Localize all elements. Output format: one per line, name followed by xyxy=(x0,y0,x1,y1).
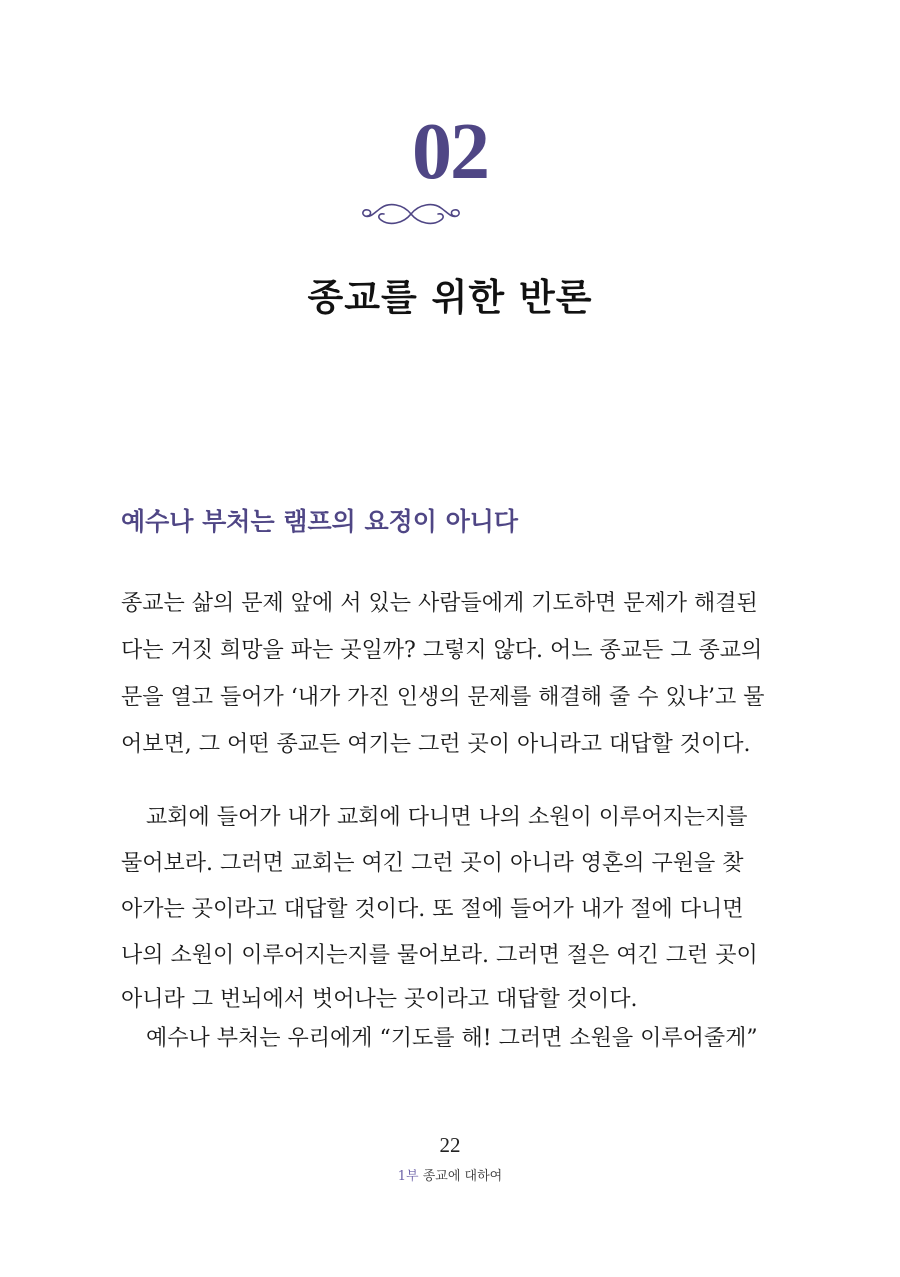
flourish-ornament-icon xyxy=(359,198,463,230)
paragraph-line: 문을 열고 들어가 ‘내가 가진 인생의 문제를 해결해 줄 수 있냐’고 물 xyxy=(121,685,765,710)
paragraph-line: 교회에 들어가 내가 교회에 다니면 나의 소원이 이루어지는지를 xyxy=(146,805,748,830)
running-footer xyxy=(0,1168,900,1186)
chapter-title: 종교를 위한 반론 xyxy=(307,276,593,319)
section-heading: 예수나 부처는 램프의 요정이 아니다 xyxy=(121,507,519,536)
paragraph-line: 아가는 곳이라고 대답할 것이다. 또 절에 들어가 내가 절에 다니면 xyxy=(121,897,744,922)
paragraph-line: 물어보라. 그러면 교회는 여긴 그런 곳이 아니라 영혼의 구원을 찾 xyxy=(121,851,744,876)
paragraph-line: 아니라 그 번뇌에서 벗어나는 곳이라고 대답할 것이다. xyxy=(121,987,638,1012)
footer-part: 1부 xyxy=(397,1169,419,1184)
paragraph-line: 예수나 부처는 우리에게 “기도를 해! 그러면 소원을 이루어줄게” xyxy=(146,1026,758,1051)
paragraph-line: 나의 소원이 이루어지는지를 물어보라. 그러면 절은 여긴 그런 곳이 xyxy=(121,943,758,968)
footer-part-title: 종교에 대하여 xyxy=(422,1169,503,1184)
chapter-number: 02 xyxy=(412,108,488,196)
paragraph-line: 종교는 삶의 문제 앞에 서 있는 사람들에게 기도하면 문제가 해결된 xyxy=(121,591,758,616)
paragraph-line: 다는 거짓 희망을 파는 곳일까? 그렇지 않다. 어느 종교든 그 종교의 xyxy=(121,638,763,663)
paragraph-line: 어보면, 그 어떤 종교든 여기는 그런 곳이 아니라고 대답할 것이다. xyxy=(121,732,751,757)
page-number: 22 xyxy=(439,1133,461,1157)
